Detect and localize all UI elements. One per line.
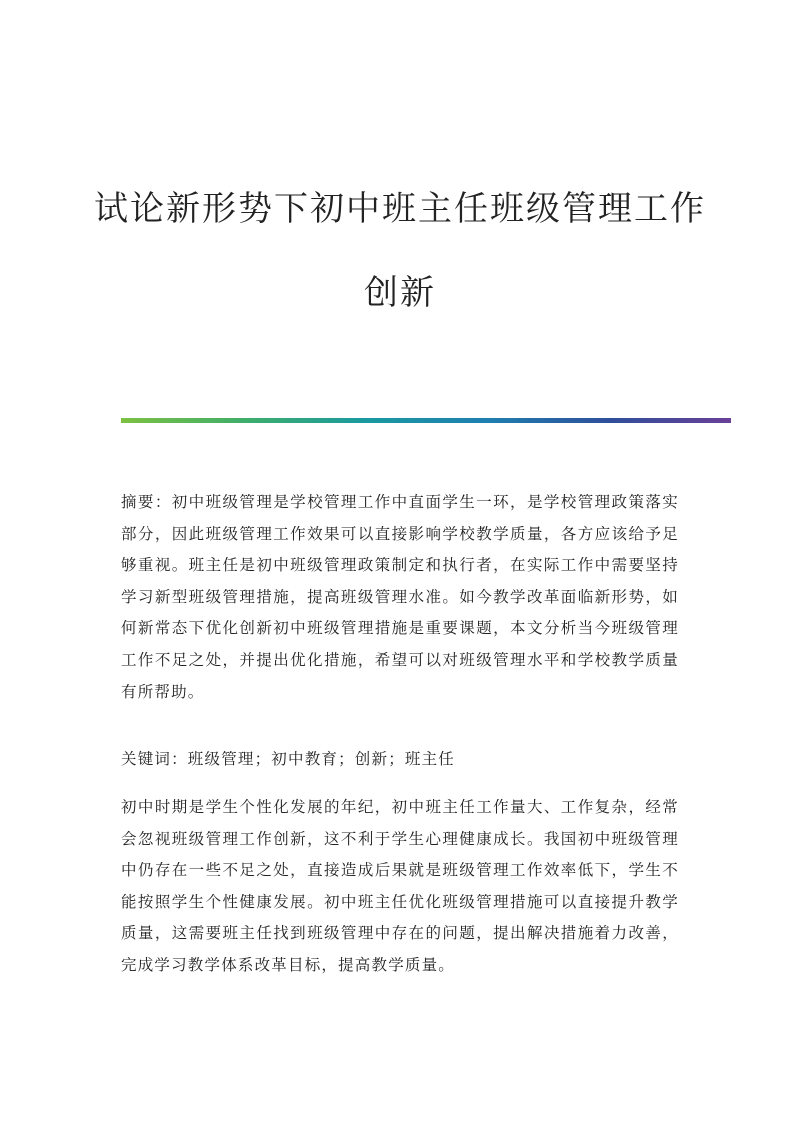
document-title-line-1: 试论新形势下初中班主任班级管理工作: [94, 189, 706, 229]
body-paragraph-1: 初中时期是学生个性化发展的年纪，初中班主任工作量大、工作复杂，经常会忽视班级管理工作创新，这不利于学生心理健康成长。我国初中班级管理中仍存在一些不足之处，直接造成后果就是班级管理工作效率低下，学生不能按照学生个性健康发展。初中班主任优化班级管理措施可以直接提升教学质量，这需要班主任找到班级管理中存在的问题，提出解决措施着力改善，完成学习教学体系改革目标，提高教学质量。: [121, 798, 679, 974]
gradient-divider: [121, 418, 731, 423]
document-title-line-2: 创新: [364, 273, 436, 313]
abstract-paragraph: 摘要：初中班级管理是学校管理工作中直面学生一环，是学校管理政策落实部分，因此班级管理工作效果可以直接影响学校教学质量，各方应该给予足够重视。班主任是初中班级管理政策制定和执行者，在实际工作中需要坚持学习新型班级管理措施，提高班级管理水准。如今教学改革面临新形势，如何新常态下优化创新初中班级管理措施是重要课题，本文分析当今班级管理工作不足之处，并提出优化措施，希望可以对班级管理水平和学校教学质量有所帮助。: [121, 493, 679, 701]
keywords-line: 关键词：班级管理；初中教育；创新；班主任: [121, 750, 456, 768]
